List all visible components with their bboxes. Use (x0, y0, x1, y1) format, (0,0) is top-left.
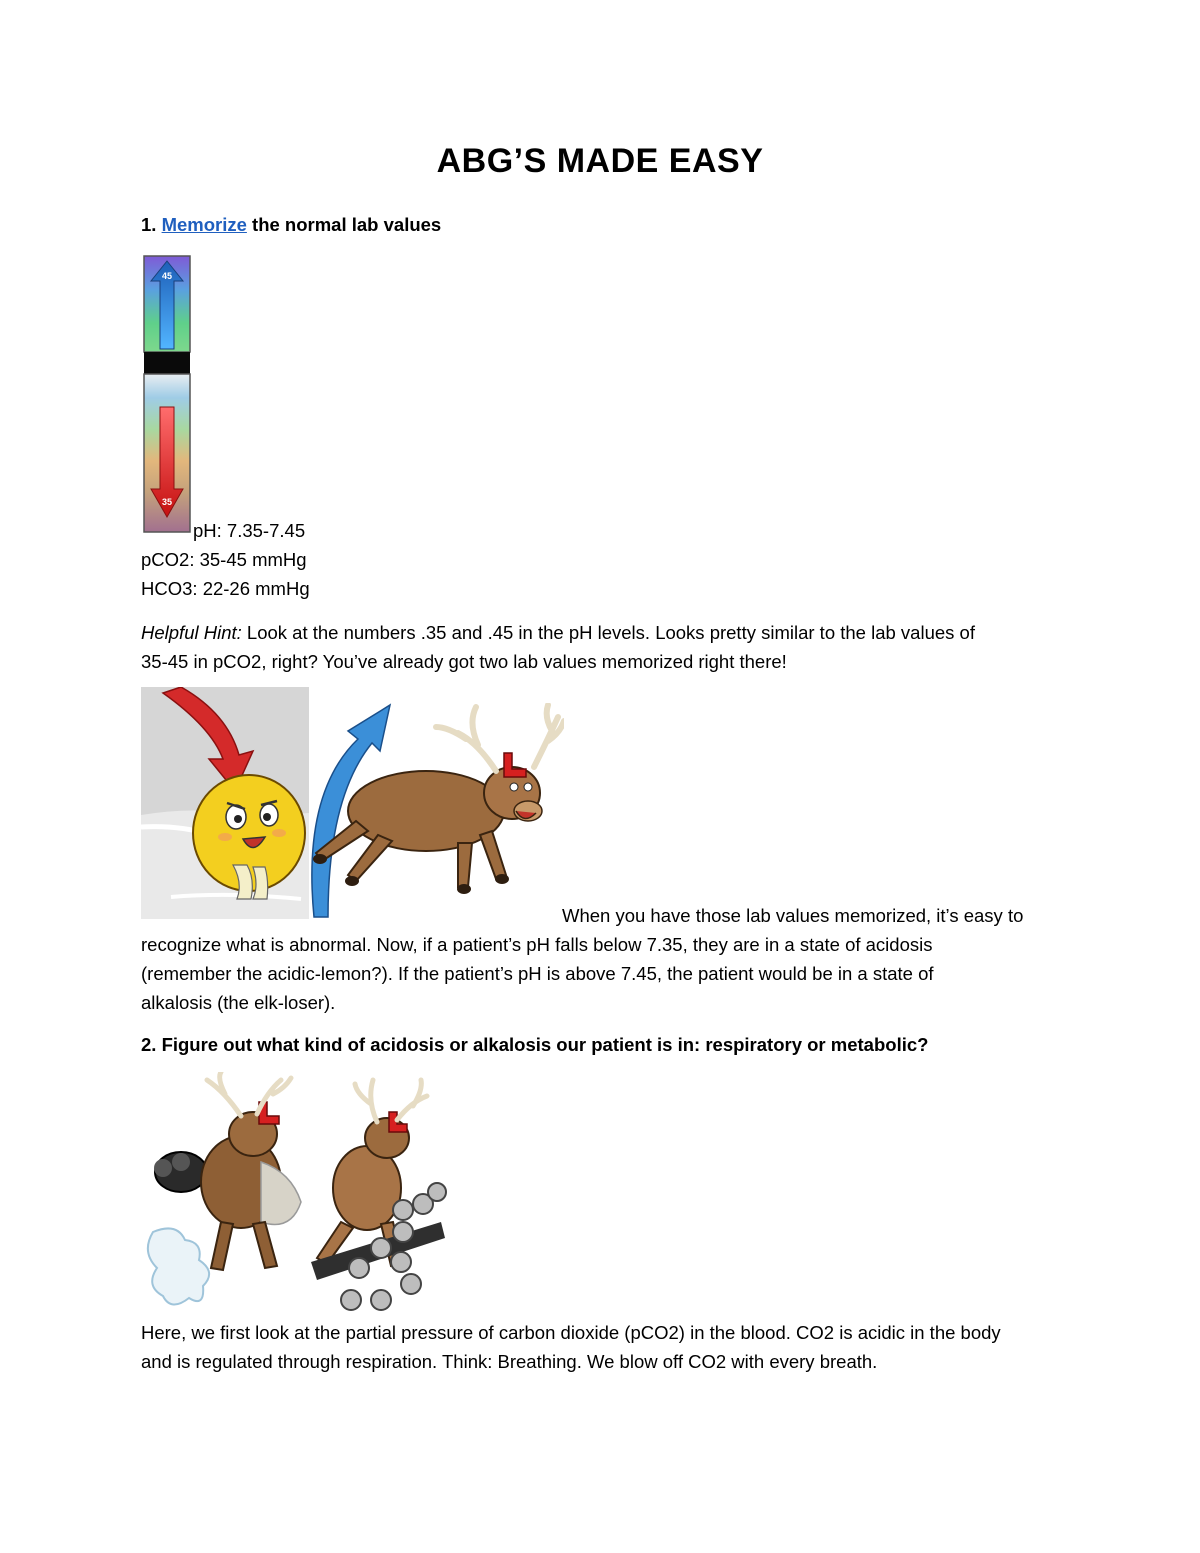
scale-top-label: 45 (161, 271, 173, 281)
helpful-hint-paragraph (141, 618, 1061, 676)
step-1-heading (141, 210, 441, 239)
respiratory-elk-icon (148, 1072, 301, 1305)
metabolic-elk-icon (311, 1080, 446, 1310)
lab-ph: pH: 7.35-7.45 (193, 520, 306, 541)
hint-label: Helpful Hint: (141, 622, 242, 643)
pco2-paragraph (141, 1318, 1061, 1376)
hint-line-2: 35-45 in pCO2, right? You’ve already got two lab values memorized right there! (141, 651, 787, 672)
ph-scale-image (143, 255, 191, 533)
lab-hco3-value: 22-26 mmHg (202, 578, 310, 599)
lab-hco3-label: HCO3: (141, 578, 198, 599)
pco2-line-1: Here, we first look at the partial pressure of carbon dioxide (pCO2) in the blood. CO2 is acidic in the body (141, 1322, 1001, 1343)
pco2-line-2: and is regulated through respiration. Think: Breathing. We blow off CO2 with every breath. (141, 1351, 878, 1372)
elk-loser-image (308, 703, 564, 919)
lab-pco2 (141, 545, 307, 574)
lab-pco2-label: pCO2: (141, 549, 195, 570)
step-1-text: the normal lab values (252, 214, 442, 235)
abnormal-line-3: (remember the acidic-lemon?). If the patient’s pH is above 7.45, the patient would be in a state of (141, 963, 934, 984)
abnormal-line-2: recognize what is abnormal. Now, if a patient’s pH falls below 7.35, they are in a state of acidosis (141, 934, 933, 955)
step-2-heading: 2. Figure out what kind of acidosis or alkalosis our patient is in: respiratory or metabolic? (141, 1034, 929, 1055)
respiratory-metabolic-elks-image (141, 1072, 447, 1316)
abnormal-line-1: When you have those lab values memorized, it’s easy to (562, 905, 1024, 926)
acidic-lemon-image (141, 687, 309, 919)
lab-pco2-value: 35-45 mmHg (199, 549, 307, 570)
lab-hco3 (141, 574, 310, 603)
scale-bottom-label: 35 (161, 497, 173, 507)
hint-line-1: Look at the numbers .35 and .45 in the pH levels. Looks pretty similar to the lab values of (246, 622, 975, 643)
step-1-number: 1. (141, 214, 157, 235)
abnormal-line-4: alkalosis (the elk-loser). (141, 992, 336, 1013)
page-title: ABG’S MADE EASY (436, 142, 764, 180)
abnormal-paragraph (141, 901, 1061, 1017)
memorize-link[interactable]: Memorize (161, 214, 247, 235)
